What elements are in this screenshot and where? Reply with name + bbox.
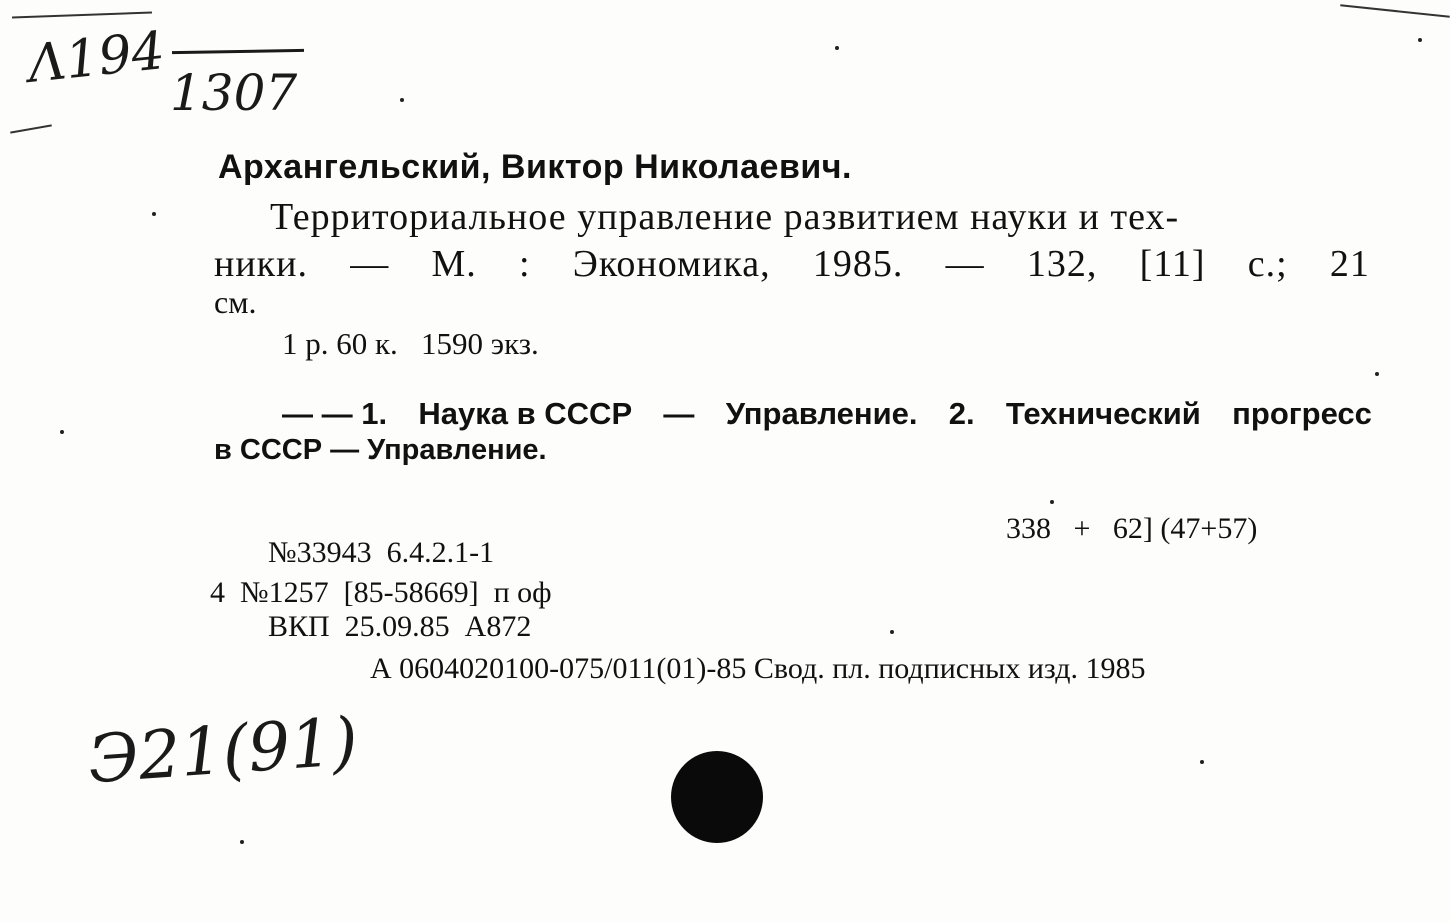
- speck: [152, 212, 156, 216]
- speck: [835, 46, 839, 50]
- title-word: ники.: [214, 243, 308, 285]
- title-word: с.;: [1247, 243, 1288, 285]
- subject-word: Управление.: [725, 396, 918, 431]
- subject-word: 2.: [948, 396, 975, 431]
- title-word: —: [945, 243, 985, 285]
- speck: [1200, 760, 1204, 764]
- speck: [1050, 500, 1054, 504]
- speck: [240, 840, 244, 844]
- title-word: [11]: [1139, 243, 1206, 285]
- author-heading: Архангельский, Виктор Николаевич.: [218, 148, 852, 186]
- shelfmark-top: Λ194: [25, 21, 168, 95]
- subjects-line-1: [282, 396, 1372, 432]
- title-line-3: см.: [214, 284, 257, 320]
- subject-word: — — 1.: [282, 396, 388, 431]
- speck: [890, 630, 894, 634]
- subjects-line-2: в СССР — Управление.: [214, 434, 547, 466]
- title-line-1: Территориальное управление развитием науки и тех-: [270, 196, 1180, 238]
- handwritten-location: Э21(91): [85, 702, 361, 799]
- speck: [1418, 38, 1422, 42]
- order-line: 4 №1257 [85-58669] п оф: [210, 576, 552, 609]
- scan-streak: [10, 124, 52, 133]
- punch-hole: [671, 751, 763, 843]
- subject-word: Технический: [1005, 396, 1201, 431]
- number-line: №33943 6.4.2.1-1: [268, 536, 495, 569]
- title-line-2: [214, 242, 1370, 286]
- scan-streak: [12, 12, 152, 19]
- title-word: Экономика,: [572, 243, 771, 285]
- subject-word: —: [663, 396, 695, 431]
- price-copies: 1 р. 60 к. 1590 экз.: [282, 326, 539, 361]
- speck: [1375, 372, 1379, 376]
- speck: [400, 98, 404, 102]
- speck: [60, 430, 64, 434]
- scan-streak: [1340, 4, 1450, 17]
- title-word: :: [518, 243, 531, 285]
- title-word: 21: [1329, 243, 1370, 285]
- title-word: М.: [431, 243, 477, 285]
- shelfmark-bottom: 1307: [170, 64, 298, 122]
- vkp-line: ВКП 25.09.85 А872: [268, 610, 532, 643]
- title-word: 1985.: [812, 243, 904, 285]
- subject-word: прогресс: [1232, 396, 1372, 431]
- title-word: —: [350, 243, 390, 285]
- subject-word: Наука в СССР: [418, 396, 633, 431]
- title-word: 132,: [1026, 243, 1098, 285]
- catalog-line: А 0604020100-075/011(01)-85 Свод. пл. подписных изд. 1985: [370, 652, 1146, 685]
- classification-index: 338 + 62] (47+57): [1006, 512, 1258, 545]
- shelfmark-rule: [172, 49, 304, 54]
